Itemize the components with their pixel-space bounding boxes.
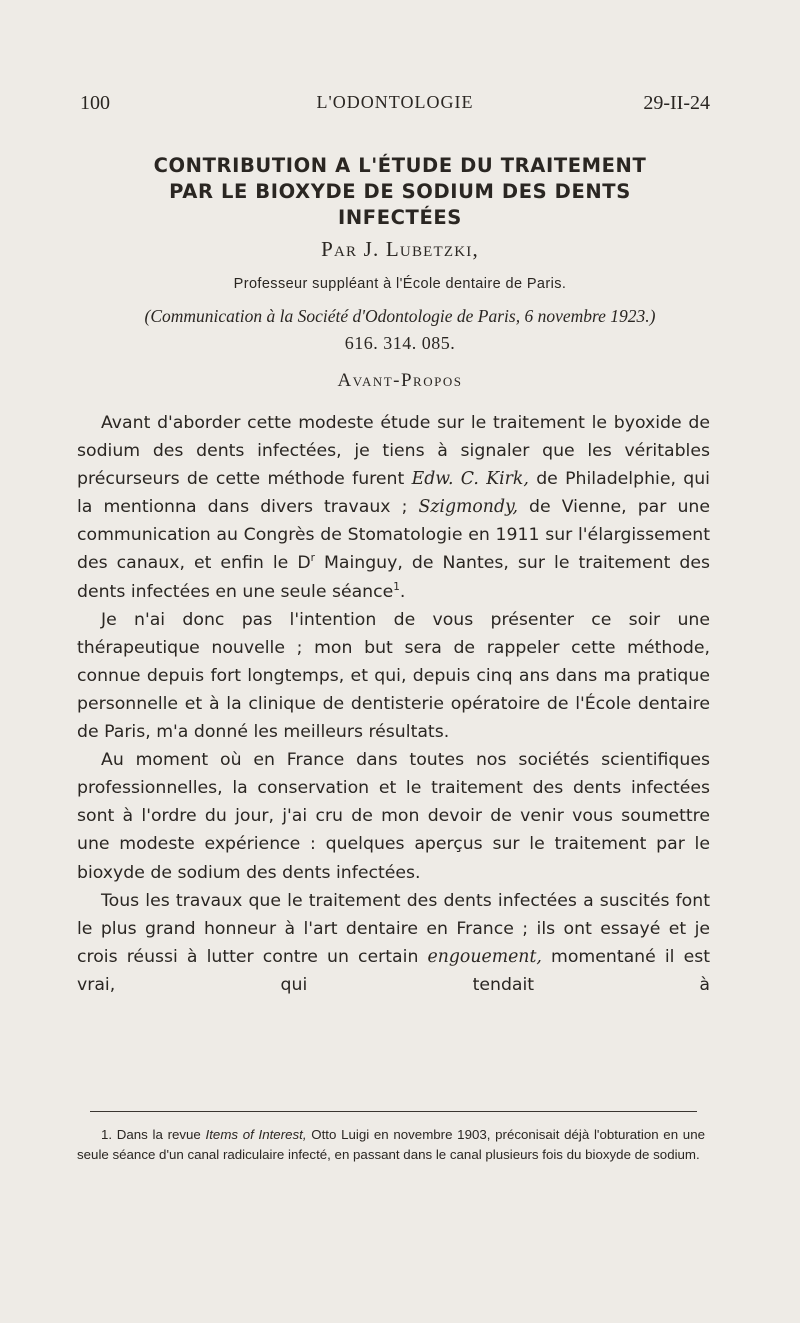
paragraph-3: Au moment où en France dans toutes nos sociétés scientifiques professionnelles, la conservation et le traitement des dents infectées sont à l'ordre du jour, j'ai cru de mon devoir de venir vous soumettre une modeste expérience : quelques aperçus sur le traitement par le bioxyde de sodium des dents infectées. xyxy=(77,750,710,883)
classification-code: 616. 314. 085. xyxy=(344,333,456,353)
footnote xyxy=(77,1125,705,1164)
page-number: 100 xyxy=(80,92,110,114)
article-body xyxy=(77,409,710,999)
p1-text-c: de Vienne, par une communication au Congrès de Stomatologie en 1911 sur l'élargissement des canaux, et enfin le D xyxy=(77,497,710,574)
communication-note: (Communication à la Société d'Odontologie de Paris, 6 novembre 1923.) xyxy=(144,306,656,326)
author-line: Par J. Lubetzki, xyxy=(321,237,479,261)
p1-text-b: de Philadelphie, qui la mentionna dans divers travaux ; xyxy=(77,469,710,518)
footnote-rule xyxy=(90,1111,697,1112)
p4-text-b: momentané il est vrai, qui tendait à xyxy=(77,946,710,995)
section-heading: Avant-Propos xyxy=(337,370,463,391)
title-line-3: INFECTÉES xyxy=(338,206,462,229)
journal-title: L'ODONTOLOGIE xyxy=(316,92,474,112)
p4-emphasis: engouement, xyxy=(427,946,542,967)
p4-text-a: Tous les travaux que le traitement des dents infectées a suscités font le plus grand honneur à l'art dentaire en France ; ils ont essayé et je crois réussi à lutter contre un certain xyxy=(77,890,710,967)
p1-name-kirk: Edw. C. Kirk, xyxy=(411,469,529,490)
footnote-journal: Items of Interest, xyxy=(205,1127,307,1142)
p1-name-szigmondy: Szigmondy, xyxy=(418,497,518,518)
paragraph-4 xyxy=(77,887,710,999)
p1-text-e: . xyxy=(399,581,406,602)
title-line-2: PAR LE BIOXYDE DE SODIUM DES DENTS xyxy=(169,180,631,203)
paragraph-2: Je n'ai donc pas l'intention de vous présenter ce soir une thérapeutique nouvelle ; mon but sera de rappeler cette méthode, connue depuis fort longtemps, et qui, depuis cinq ans dans ma pratique personnelle et à la clinique de dentisterie opératoire de l'École dentaire de Paris, m'a donné les meilleurs résultats. xyxy=(77,609,710,743)
running-head xyxy=(80,92,710,118)
p1-dr-superscript: r xyxy=(310,552,315,565)
title-line-1: CONTRIBUTION A L'ÉTUDE DU TRAITEMENT xyxy=(153,154,647,177)
footnote-text-b: Otto Luigi en novembre 1903, préconisait déjà l'obturation en une seule séance d'un canal radiculaire infecté, en passant dans le canal plusieurs fois du bioxyde de sodium. xyxy=(77,1127,705,1162)
issue-date: 29-II-24 xyxy=(643,92,710,114)
footnote-reference: 1 xyxy=(393,580,400,593)
author-affiliation: Professeur suppléant à l'École dentaire de Paris. xyxy=(233,276,567,292)
footnote-1 xyxy=(77,1125,705,1164)
paragraph-1 xyxy=(77,409,710,606)
article-title xyxy=(70,153,730,231)
p1-text-a: Avant d'aborder cette modeste étude sur le traitement le byoxide de sodium des dents infectées, je tiens à signaler que les véritables précurseurs de cette méthode furent xyxy=(77,413,710,490)
p1-text-d: Mainguy, de Nantes, sur le traitement des dents infectées en une seule séance xyxy=(77,553,710,602)
footnote-text-a: 1. Dans la revue xyxy=(101,1127,206,1142)
